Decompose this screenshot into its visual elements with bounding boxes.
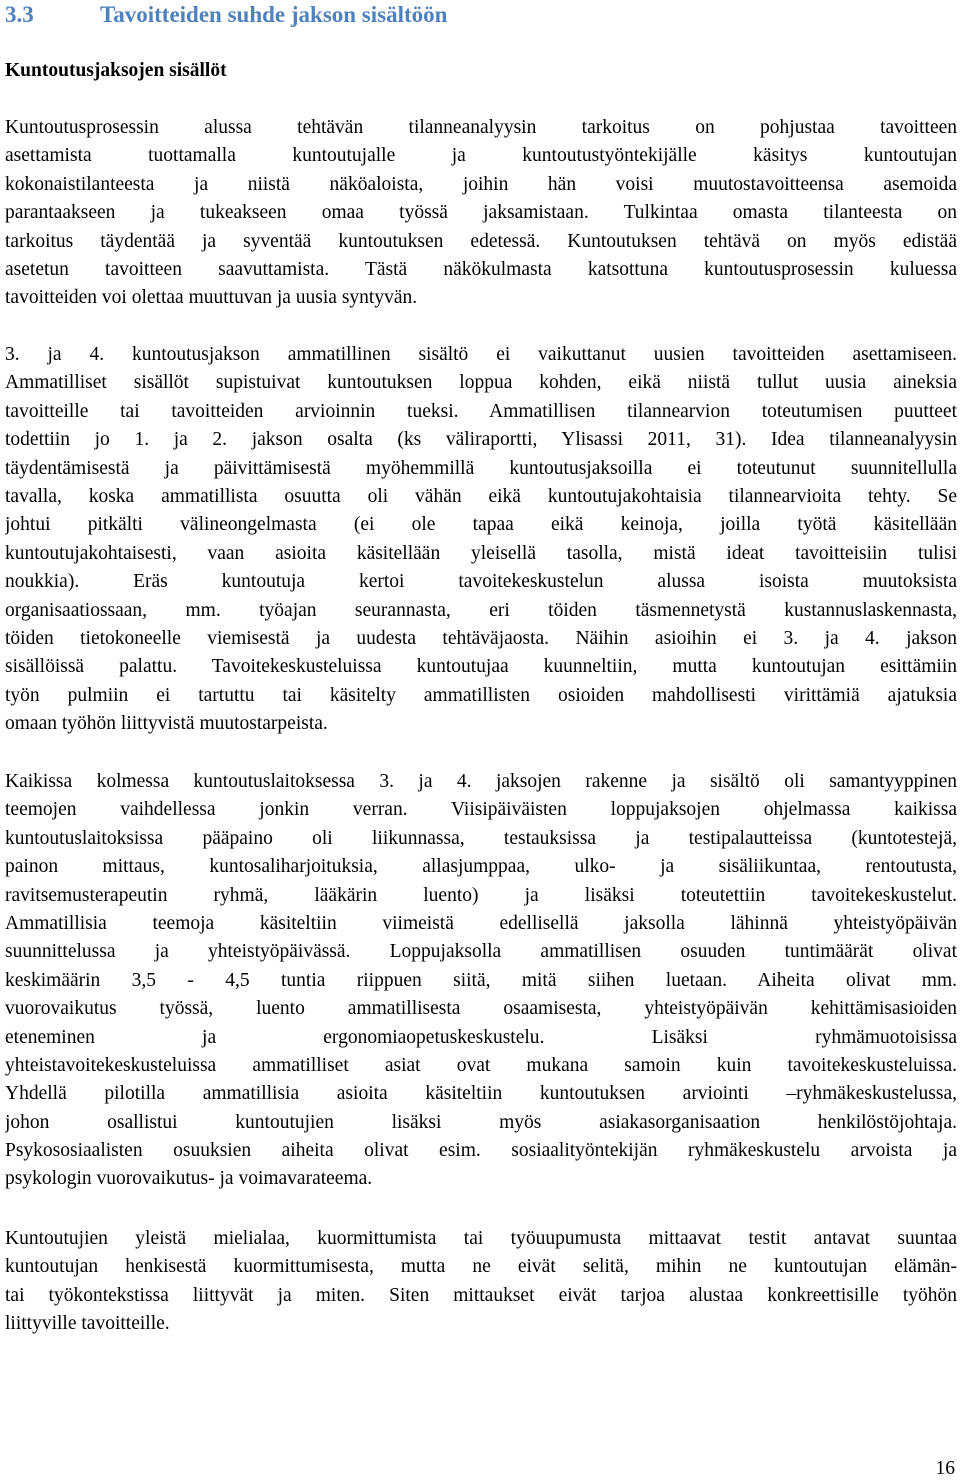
paragraph-line: tavalla, koska ammatillista osuutta oli vähän eikä kuntoutujakohtaisia tilannearvioita tehty. Se bbox=[5, 485, 957, 507]
paragraph-line: omaan työhön liittyvistä muutostarpeista. bbox=[5, 713, 328, 735]
paragraph-line: asettamista tuottamalla kuntoutujalle ja kuntoutustyöntekijälle käsitys kuntoutujan bbox=[5, 145, 957, 167]
paragraph-line: työn pulmiin ei tartuttu tai käsitelty ammatillisten osioiden mahdollisesti virittämiä ajatuksia bbox=[5, 684, 957, 706]
paragraph-line: psykologin vuorovaikutus- ja voimavarateema. bbox=[5, 1168, 373, 1190]
paragraph-line: kuntoutujakohtaisesti, vaan asioita käsitellään yleisellä tasolla, mistä ideat tavoitteisiin tulisi bbox=[5, 542, 957, 564]
paragraph-line: tarkoitus täydentää ja syventää kuntoutuksen edetessä. Kuntoutuksen tehtävä on myös edistää bbox=[5, 230, 957, 252]
paragraph-2 bbox=[5, 341, 957, 738]
section-number: 3.3 bbox=[5, 2, 34, 27]
paragraph-line: kokonaistilanteesta ja niistä näköaloista, joihin hän voisi muutostavoitteensa asemoida bbox=[5, 173, 957, 195]
paragraph-line: sisällöissä palattu. Tavoitekeskusteluissa kuntoutujaa kuunneltiin, mutta kuntoutujan esittämiin bbox=[5, 656, 957, 678]
page-number: 16 bbox=[935, 1458, 955, 1479]
paragraph-line: tai työkontekstissa liittyvät ja miten. Siten mittaukset eivät tarjoa alustaa konkreettisille työhön bbox=[5, 1284, 957, 1306]
paragraph-line: suunnittelussa ja yhteistyöpäivässä. Loppujaksolla ammatillisen osuuden tuntimäärät olivat bbox=[5, 941, 957, 963]
paragraph-line: noukkia). Eräs kuntoutuja kertoi tavoitekeskustelun alussa isoista muutoksista bbox=[5, 571, 957, 593]
paragraph-line: Kuntoutusprosessin alussa tehtävän tilanneanalyysin tarkoitus on pohjustaa tavoitteen bbox=[5, 117, 957, 138]
paragraph-line: Ammatilliset sisällöt supistuivat kuntoutuksen loppua kohden, eikä niistä tullut uusia aineksia bbox=[5, 372, 957, 394]
paragraph-line: töiden tietokoneelle viemisestä ja uudesta tehtäväjaosta. Näihin asioihin ei 3. ja 4. jakson bbox=[5, 627, 957, 649]
paragraph-line: keskimäärin 3,5 - 4,5 tuntia riippuen siitä, mitä siihen luetaan. Aiheita olivat mm. bbox=[5, 969, 957, 991]
paragraph-line: kuntoutujan henkisestä kuormittumisesta, mutta ne eivät selitä, mihin ne kuntoutujan elämän- bbox=[5, 1256, 957, 1278]
paragraph-line: teemojen vaihdellessa jonkin verran. Viisipäiväisten loppujaksojen ohjelmassa kaikissa bbox=[5, 799, 957, 821]
paragraph-line: Psykososiaalisten osuuksien aiheita olivat esim. sosiaalityöntekijän ryhmäkeskustelu arvoista ja bbox=[5, 1140, 957, 1162]
paragraph-line: 3. ja 4. kuntoutusjakson ammatillinen sisältö ei vaikuttanut uusien tavoitteiden asettamiseen. bbox=[5, 344, 957, 365]
paragraph-line: yhteistavoitekeskusteluissa ammatilliset asiat ovat mukana samoin kuin tavoitekeskusteluissa. bbox=[5, 1054, 957, 1076]
section-heading bbox=[5, 0, 957, 30]
paragraph-line: tavoitteille tai tavoitteiden arvioinnin tueksi. Ammatillisen tilannearvion toteutumisen puutteet bbox=[5, 400, 957, 422]
paragraph-line: organisaatiossaan, mm. työajan seurannasta, eri töiden täsmennetystä kustannuslaskennasta, bbox=[5, 599, 957, 621]
paragraph-line: todettiin jo 1. ja 2. jakson osalta (ks väliraportti, Ylisassi 2011, 31). Idea tilanneanalyysin bbox=[5, 429, 957, 451]
paragraph-4 bbox=[5, 1225, 957, 1339]
paragraph-line: tavoitteiden voi olettaa muuttuvan ja uusia syntyvän. bbox=[5, 287, 418, 309]
paragraph-line: liittyville tavoitteille. bbox=[5, 1313, 170, 1335]
paragraph-line: parantaakseen ja tukeakseen omaa työssä jaksamistaan. Tulkintaa omasta tilanteesta on bbox=[5, 202, 957, 224]
paragraph-line: painon mittaus, kuntosaliharjoituksia, allasjumppaa, ulko- ja sisäliikuntaa, rentoutusta, bbox=[5, 856, 957, 878]
paragraph-3 bbox=[5, 768, 957, 1194]
section-title: Tavoitteiden suhde jakson sisältöön bbox=[100, 2, 448, 27]
paragraph-1 bbox=[5, 114, 957, 313]
paragraph-line: ravitsemusterapeutin ryhmä, lääkärin luento) ja lisäksi toteutettiin tavoitekeskustelut. bbox=[5, 884, 957, 906]
paragraph-line: Kuntoutujien yleistä mielialaa, kuormittumista tai työuupumusta mittaavat testit antavat suuntaa bbox=[5, 1228, 957, 1249]
paragraph-line: täydentämisestä ja päivittämisestä myöhemmillä kuntoutusjaksoilla ei toteutunut suunnitellulla bbox=[5, 457, 957, 479]
subheading: Kuntoutusjaksojen sisällöt bbox=[5, 60, 227, 81]
paragraph-line: kuntoutuslaitoksissa pääpaino oli liikunnassa, testauksissa ja testipalautteissa (kuntotestejä, bbox=[5, 827, 957, 849]
paragraph-line: Yhdellä pilotilla ammatillisia asioita käsiteltiin kuntoutuksen arviointi –ryhmäkeskustelussa, bbox=[5, 1083, 957, 1105]
paragraph-line: Kaikissa kolmessa kuntoutuslaitoksessa 3. ja 4. jaksojen rakenne ja sisältö oli samantyyppinen bbox=[5, 771, 957, 792]
paragraph-line: johon osallistui kuntoutujien lisäksi myös asiakasorganisaation henkilöstöjohtaja. bbox=[5, 1111, 957, 1133]
paragraph-line: vuorovaikutus työssä, luento ammatillisesta osaamisesta, yhteistyöpäivän kehittämisasioiden bbox=[5, 998, 957, 1020]
paragraph-line: eteneminen ja ergonomiaopetuskeskustelu. Lisäksi ryhmämuotoisissa bbox=[5, 1026, 957, 1048]
paragraph-line: Ammatillisia teemoja käsiteltiin viimeistä edellisellä jaksolla lähinnä yhteistyöpäivän bbox=[5, 912, 957, 934]
paragraph-line: johtui pitkälti välineongelmasta (ei ole tapaa eikä keinoja, joilla työtä käsitellään bbox=[5, 514, 957, 536]
paragraph-line: asetetun tavoitteen saavuttamista. Tästä näkökulmasta katsottuna kuntoutusprosessin kuluessa bbox=[5, 258, 957, 280]
